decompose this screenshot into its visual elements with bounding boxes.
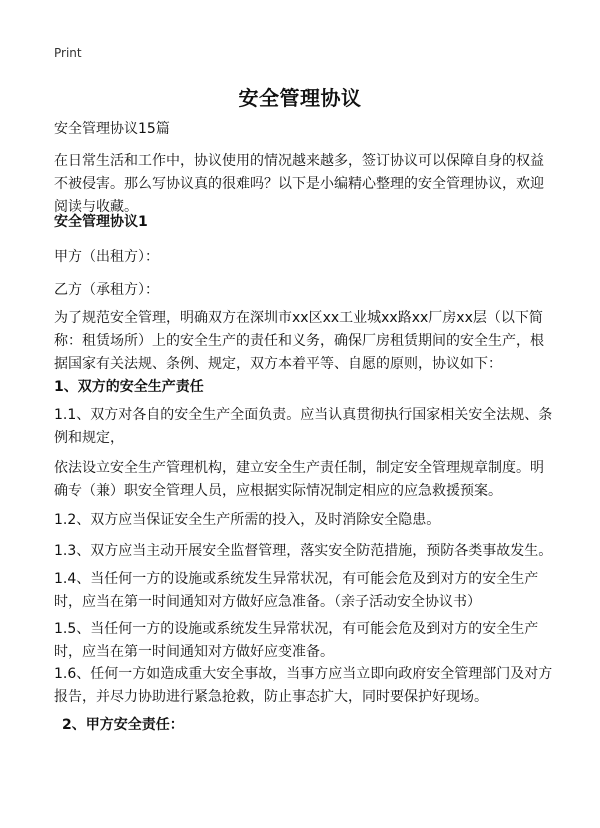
clause-1-4: 1.4、当任何一方的设施或系统发生异常状况，有可能会危及到对方的安全生产时，应当在第一时间通知对方做好应急准备。（亲子活动安全协议书） <box>54 571 539 610</box>
clause-1-1: 1.1、双方对各自的安全生产全面负责。应当认真贯彻执行国家相关安全法规、条例和规定， <box>54 407 553 446</box>
section-title: 安全管理协议1 <box>54 214 148 230</box>
document-title: 安全管理协议 <box>238 86 362 110</box>
intro-paragraph: 在日常生活和工作中，协议使用的情况越来越多，签订协议可以保障自身的权益不被侵害。那么写协议真的很难吗？以下是小编精心整理的安全管理协议，欢迎阅读与收藏。 <box>54 153 544 215</box>
party-b-label: 乙方（承租方）： <box>54 282 159 298</box>
print-label: Print <box>54 46 82 60</box>
clause-1-5: 1.5、当任何一方的设施或系统发生异常状况，有可能会危及到对方的安全生产时，应当在第一时间通知对方做好应变准备。 <box>54 621 539 660</box>
clause-1-2: 1.2、双方应当保证安全生产所需的投入，及时消除安全隐患。 <box>54 512 441 528</box>
party-a-label: 甲方（出租方）： <box>54 249 159 265</box>
document-subtitle: 安全管理协议15篇 <box>54 121 170 137</box>
preamble-paragraph: 为了规范安全管理，明确双方在深圳市xx区xx工业城xx路xx厂房xx层（以下简称：租赁场所）上的安全生产的责任和义务，确保厂房租赁期间的安全生产，根据国家有关法规、条例、规定，双方本着平等、自愿的原则，协议如下： <box>54 310 544 372</box>
clause-1-3: 1.3、双方应当主动开展安全监督管理，落实安全防范措施，预防各类事故发生。 <box>54 543 553 559</box>
clause-1-6: 1.6、任何一方如造成重大安全事故，当事方应当立即向政府安全管理部门及对方报告，并尽力协助进行紧急抢救，防止事态扩大，同时要保护好现场。 <box>54 666 553 705</box>
clause-1-1-continued: 依法设立安全生产管理机构，建立安全生产责任制，制定安全管理规章制度。明确专（兼）职安全管理人员，应根据实际情况制定相应的应急救援预案。 <box>54 460 544 499</box>
heading-1: 1、双方的安全生产责任 <box>54 379 204 395</box>
heading-2: 2、甲方安全责任： <box>62 717 184 733</box>
